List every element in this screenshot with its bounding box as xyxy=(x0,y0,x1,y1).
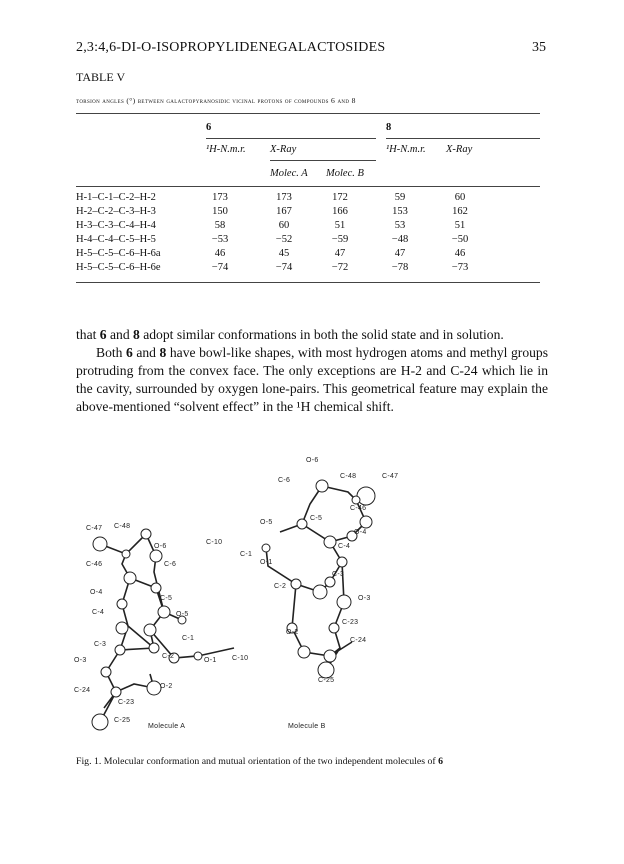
svg-text:C-48: C-48 xyxy=(114,523,131,530)
molecular-figure xyxy=(64,452,464,743)
table-row xyxy=(76,206,540,219)
table-cell: 51 xyxy=(454,220,466,231)
table-bottom-rule xyxy=(76,282,540,283)
table-cell: 166 xyxy=(332,206,348,217)
table-cell: −78 xyxy=(391,262,409,273)
compound-8-rule xyxy=(386,138,540,139)
svg-text:C-3: C-3 xyxy=(94,641,107,648)
table-cell: 45 xyxy=(278,248,290,259)
table-cell: −53 xyxy=(211,234,229,245)
xray-rule xyxy=(270,160,376,161)
table-caption: torsion angles (°) between galactopyranosidic vicinal protons of compounds 6 and 8 xyxy=(76,96,356,105)
molecule-b-label: Molecule B xyxy=(288,723,326,730)
svg-text:C-46: C-46 xyxy=(350,505,367,512)
svg-text:O-1: O-1 xyxy=(204,657,217,664)
svg-text:C-6: C-6 xyxy=(164,561,177,568)
table-row xyxy=(76,192,540,205)
table-row xyxy=(76,220,540,233)
table-cell: 46 xyxy=(214,248,226,259)
svg-text:C-5: C-5 xyxy=(310,515,323,522)
header-molec-b: Molec. B xyxy=(326,168,364,179)
svg-text:C-24: C-24 xyxy=(74,687,91,694)
svg-text:O-5: O-5 xyxy=(260,519,273,526)
svg-text:C-46: C-46 xyxy=(86,561,103,568)
svg-text:O-4: O-4 xyxy=(90,589,103,596)
table-cell: 172 xyxy=(332,192,348,203)
table-label: TABLE V xyxy=(76,70,126,84)
svg-text:O-3: O-3 xyxy=(74,657,87,664)
header-xray-6: X-Ray xyxy=(270,144,297,155)
table-cell: 150 xyxy=(212,206,228,217)
svg-text:O-6: O-6 xyxy=(306,457,319,464)
svg-text:C-25: C-25 xyxy=(318,677,335,684)
row-label: H-5–C-5–C-6–H-6e xyxy=(76,262,161,273)
svg-text:C-48: C-48 xyxy=(340,473,357,480)
row-label: H-1–C-1–C-2–H-2 xyxy=(76,192,156,203)
table-cell: 153 xyxy=(392,206,408,217)
svg-text:O-2: O-2 xyxy=(286,629,299,636)
table-cell: −59 xyxy=(331,234,349,245)
svg-text:C-1: C-1 xyxy=(182,635,195,642)
svg-text:C-5: C-5 xyxy=(160,595,173,602)
table-cell: 60 xyxy=(278,220,290,231)
svg-text:C-10: C-10 xyxy=(232,655,249,662)
header-bottom-rule xyxy=(76,186,540,187)
table-cell: −50 xyxy=(451,234,469,245)
page-number: 35 xyxy=(532,40,546,55)
svg-text:C-2: C-2 xyxy=(274,583,287,590)
svg-text:C-23: C-23 xyxy=(342,619,359,626)
table-cell: −48 xyxy=(391,234,409,245)
header-nmr-8: ¹H-N.m.r. xyxy=(386,144,426,155)
compound-6-rule xyxy=(206,138,376,139)
svg-text:C-4: C-4 xyxy=(338,543,351,550)
table-cell: 58 xyxy=(214,220,226,231)
header-compound-6: 6 xyxy=(206,122,212,133)
header-xray-8: X-Ray xyxy=(446,144,473,155)
table-cell: −72 xyxy=(331,262,349,273)
row-label: H-2–C-2–C-3–H-3 xyxy=(76,206,156,217)
table-cell: 51 xyxy=(334,220,346,231)
molecule-drawing xyxy=(64,452,464,738)
table-top-rule xyxy=(76,113,540,114)
table-cell: −74 xyxy=(275,262,293,273)
table-cell: 46 xyxy=(454,248,466,259)
svg-text:C-6: C-6 xyxy=(278,477,291,484)
svg-text:C-25: C-25 xyxy=(114,717,131,724)
table-cell: 162 xyxy=(452,206,468,217)
svg-text:C-10: C-10 xyxy=(206,539,223,546)
header-nmr-6: ¹H-N.m.r. xyxy=(206,144,246,155)
table-row xyxy=(76,262,540,275)
table-row xyxy=(76,234,540,247)
svg-text:C-47: C-47 xyxy=(382,473,399,480)
svg-text:C-3: C-3 xyxy=(332,571,345,578)
table-cell: 59 xyxy=(394,192,406,203)
svg-text:O-5: O-5 xyxy=(176,611,189,618)
svg-text:O-2: O-2 xyxy=(160,683,173,690)
table-cell: 47 xyxy=(334,248,346,259)
svg-text:O-4: O-4 xyxy=(354,529,367,536)
svg-text:C-4: C-4 xyxy=(92,609,105,616)
figure-caption: Fig. 1. Molecular conformation and mutual orientation of the two independent molecules of 6 xyxy=(76,756,444,767)
table-cell: −74 xyxy=(211,262,229,273)
header-compound-8: 8 xyxy=(386,122,392,133)
svg-text:C-24: C-24 xyxy=(350,637,367,644)
table-cell: 167 xyxy=(276,206,292,217)
molecule-a-label: Molecule A xyxy=(148,723,186,730)
svg-text:C-2: C-2 xyxy=(162,653,175,660)
svg-text:C-1: C-1 xyxy=(240,551,253,558)
header-molec-a: Molec. A xyxy=(270,168,308,179)
running-title: 2,3:4,6-DI-O-ISOPROPYLIDENEGALACTOSIDES xyxy=(76,40,386,55)
svg-text:O-6: O-6 xyxy=(154,543,167,550)
paragraph-2: Both 6 and 8 have bowl-like shapes, with most hydrogen atoms and methyl groups protruding from the convex face. The only exceptions are H-2 and C-24 which lie in the cavity, surrounded by oxygen lone-pairs. This geometrical feature may explain the above-mentioned “solvent effect” in the ¹H chemical shift. xyxy=(76,345,549,414)
row-label: H-5–C-5–C-6–H-6a xyxy=(76,248,161,259)
table-row xyxy=(76,248,540,261)
table-cell: 47 xyxy=(394,248,406,259)
row-label: H-3–C-3–C-4–H-4 xyxy=(76,220,156,231)
svg-text:C-47: C-47 xyxy=(86,525,103,532)
table-cell: 53 xyxy=(394,220,406,231)
table-cell: 173 xyxy=(212,192,228,203)
svg-text:O-1: O-1 xyxy=(260,559,273,566)
table-cell: 173 xyxy=(276,192,292,203)
body-text xyxy=(76,326,548,416)
svg-text:O-3: O-3 xyxy=(358,595,371,602)
row-label: H-4–C-4–C-5–H-5 xyxy=(76,234,156,245)
paragraph-1: that 6 and 8 adopt similar conformations in both the solid state and in solution. xyxy=(76,327,504,342)
table-cell: 60 xyxy=(454,192,466,203)
svg-text:C-23: C-23 xyxy=(118,699,135,706)
table-cell: −73 xyxy=(451,262,469,273)
table-cell: −52 xyxy=(275,234,293,245)
